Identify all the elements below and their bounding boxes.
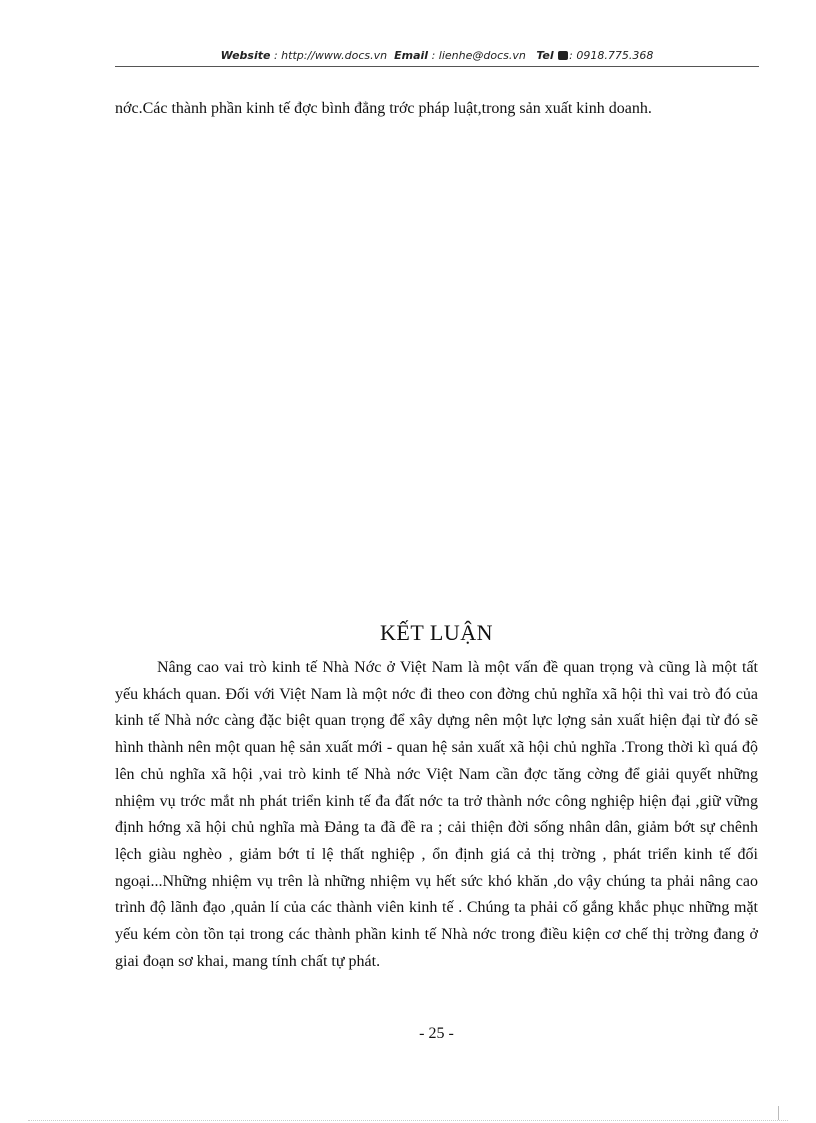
website-value: : http://www.docs.vn [273,49,388,62]
phone-icon [558,51,568,60]
website-label: Website [220,49,271,62]
header-divider [115,66,759,67]
email-label: Email [394,49,429,62]
tel-value: : 0918.775.368 [569,49,654,62]
corner-crop-mark [778,1106,789,1120]
section-title: KẾT LUẬN [380,620,493,645]
footer-divider [28,1120,788,1121]
page-number: - 25 - [419,1025,454,1042]
tel-label: Tel [536,49,554,62]
email-value: : lienhe@docs.vn [431,49,526,62]
top-paragraph: nớc.Các thành phần kinh tế đợc bình đẳng trớc pháp luật,trong sản xuất kinh doanh. [115,100,652,117]
conclusion-paragraph: Nâng cao vai trò kinh tế Nhà Nớc ở Việt Nam là một vấn đề quan trọng và cũng là một tất yếu khách quan. Đối với Việt Nam là một nớc đi theo con đờng chủ nghĩa xã hội thì vai trò đó của kinh tế Nhà nớc càng đặc biệt quan trọng để xây dựng nên một lực lợng sản xuất hiện đại từ đó sẽ hình thành nên một quan hệ sản xuất mới - quan hệ sản xuất xã hội chủ nghĩa .Trong thời kì quá độ lên chủ nghĩa xã hội ,vai trò kinh tế Nhà nớc Việt Nam cần đợc tăng cờng để giải quyết những nhiệm vụ trớc mắt nh phát triển kinh tế đa đất nớc ta trở thành nớc công nghiệp hiện đại ,giữ vững định hớng xã hội chủ nghĩa mà Đảng ta đã đề ra ; cải thiện đời sống nhân dân, giảm bớt sự chênh lệch giàu nghèo , giảm bớt tỉ lệ thất nghiệp , ổn định giá cả thị trờng , phát triển kinh tế đối ngoại...Những nhiệm vụ trên là những nhiệm vụ hết sức khó khăn ,do vậy chúng ta phải nâng cao trình độ lãnh đạo ,quản lí của các thành viên kinh tế . Chúng ta phải cố gắng khắc phục những mặt yếu kém còn tồn tại trong các thành phần kinh tế Nhà nớc trong điều kiện cơ chế thị trờng đang ở giai đoạn sơ khai, mang tính chất tự phát. [115,659,758,970]
page-header [115,49,759,62]
